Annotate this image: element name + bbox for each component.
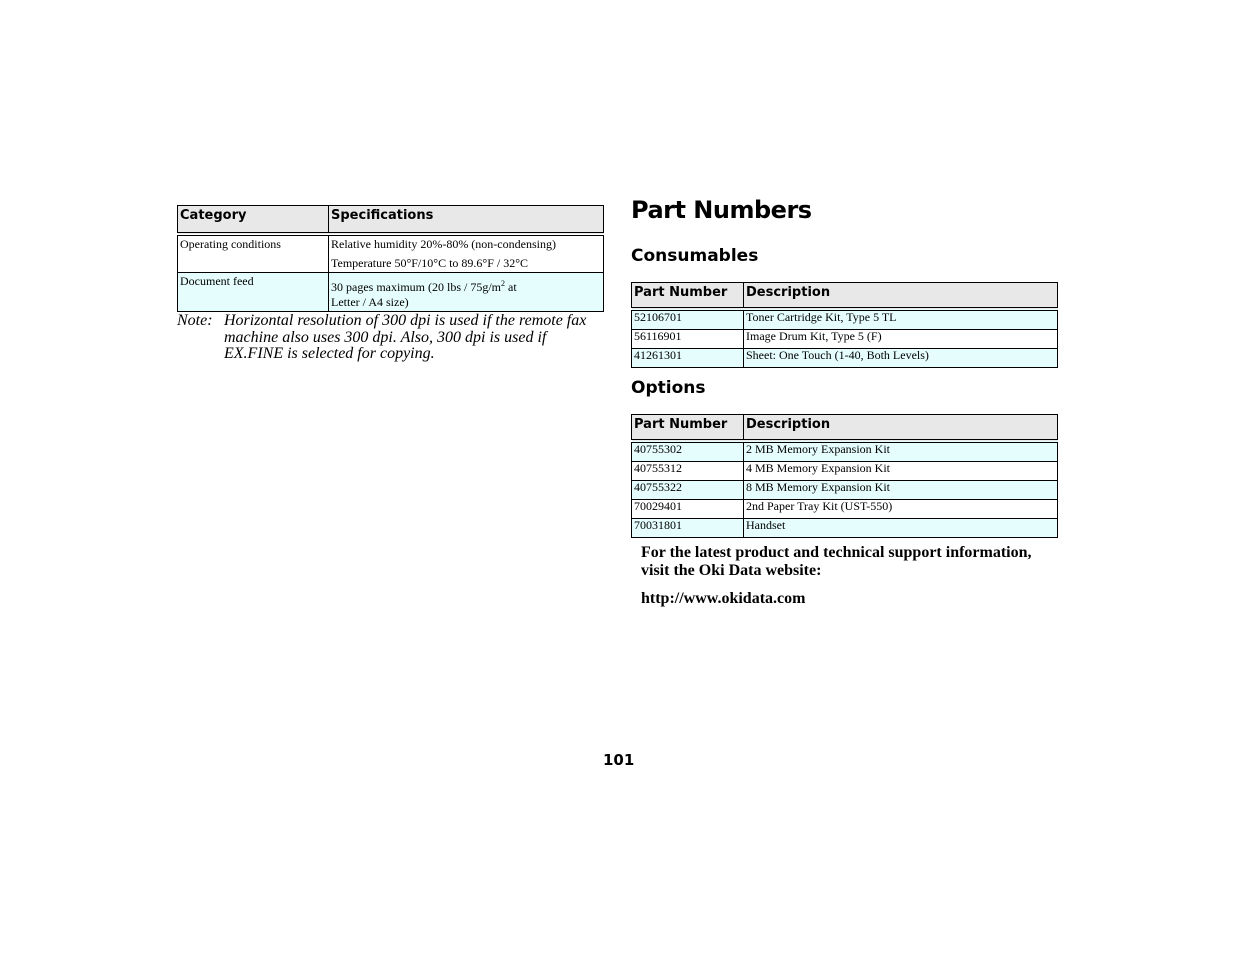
support-text: For the latest product and technical support information, visit the Oki Data website: (641, 544, 1032, 579)
table-row (632, 481, 1058, 500)
table-row (632, 309, 1058, 330)
spec-line: Letter / A4 size) (331, 295, 409, 309)
spec-text: at (505, 280, 517, 294)
description-cell: Toner Cartridge Kit, Type 5 TL (744, 309, 1058, 330)
column-header-part-number: Part Number (632, 415, 744, 442)
page-title: Part Numbers (631, 196, 812, 224)
description-cell: Image Drum Kit, Type 5 (F) (744, 330, 1058, 349)
part-number-cell: 56116901 (632, 330, 744, 349)
table-header-row (178, 206, 604, 235)
description-cell: 2nd Paper Tray Kit (UST-550) (744, 500, 1058, 519)
note-label: Note: (177, 312, 213, 329)
consumables-table (631, 282, 1058, 368)
category-cell: Document feed (178, 273, 329, 312)
column-header-specifications: Specifications (329, 206, 604, 235)
table-row (178, 273, 604, 312)
table-row (632, 462, 1058, 481)
part-number-cell: 70029401 (632, 500, 744, 519)
table-row (632, 519, 1058, 538)
column-header-description: Description (744, 415, 1058, 442)
table-row (632, 500, 1058, 519)
description-cell: 2 MB Memory Expansion Kit (744, 441, 1058, 462)
superscript: 2 (501, 279, 505, 288)
table-row (632, 441, 1058, 462)
part-number-cell: 41261301 (632, 349, 744, 368)
note (177, 313, 607, 363)
note-text: Horizontal resolution of 300 dpi is used if the remote fax machine also uses 300 dpi. Also, 300 dpi is used if EX.FINE is selected for copying. (224, 312, 587, 362)
description-cell: 4 MB Memory Expansion Kit (744, 462, 1058, 481)
page-number: 101 (603, 751, 635, 769)
website-url: http://www.okidata.com (641, 590, 806, 607)
column-header-part-number: Part Number (632, 283, 744, 310)
specification-cell (329, 234, 604, 273)
table-header-row (632, 283, 1058, 310)
spec-line (331, 280, 517, 294)
spec-line: Relative humidity 20%-80% (non-condensing) (331, 237, 556, 251)
spec-text: 30 pages maximum (20 lbs / 75g/m (331, 280, 501, 294)
section-title-options: Options (631, 378, 706, 398)
specification-cell (329, 273, 604, 312)
section-title-consumables: Consumables (631, 246, 759, 266)
table-row (632, 330, 1058, 349)
category-cell: Operating conditions (178, 234, 329, 273)
part-number-cell: 40755312 (632, 462, 744, 481)
table-row (178, 234, 604, 273)
description-cell: Sheet: One Touch (1-40, Both Levels) (744, 349, 1058, 368)
part-number-cell: 70031801 (632, 519, 744, 538)
table-row (632, 349, 1058, 368)
table-header-row (632, 415, 1058, 442)
column-header-description: Description (744, 283, 1058, 310)
spec-line: Temperature 50°F/10°C to 89.6°F / 32°C (331, 256, 529, 270)
description-cell: 8 MB Memory Expansion Kit (744, 481, 1058, 500)
part-number-cell: 52106701 (632, 309, 744, 330)
description-cell: Handset (744, 519, 1058, 538)
part-number-cell: 40755302 (632, 441, 744, 462)
column-header-category: Category (178, 206, 329, 235)
part-number-cell: 40755322 (632, 481, 744, 500)
options-table (631, 414, 1058, 538)
specifications-table (177, 205, 604, 312)
